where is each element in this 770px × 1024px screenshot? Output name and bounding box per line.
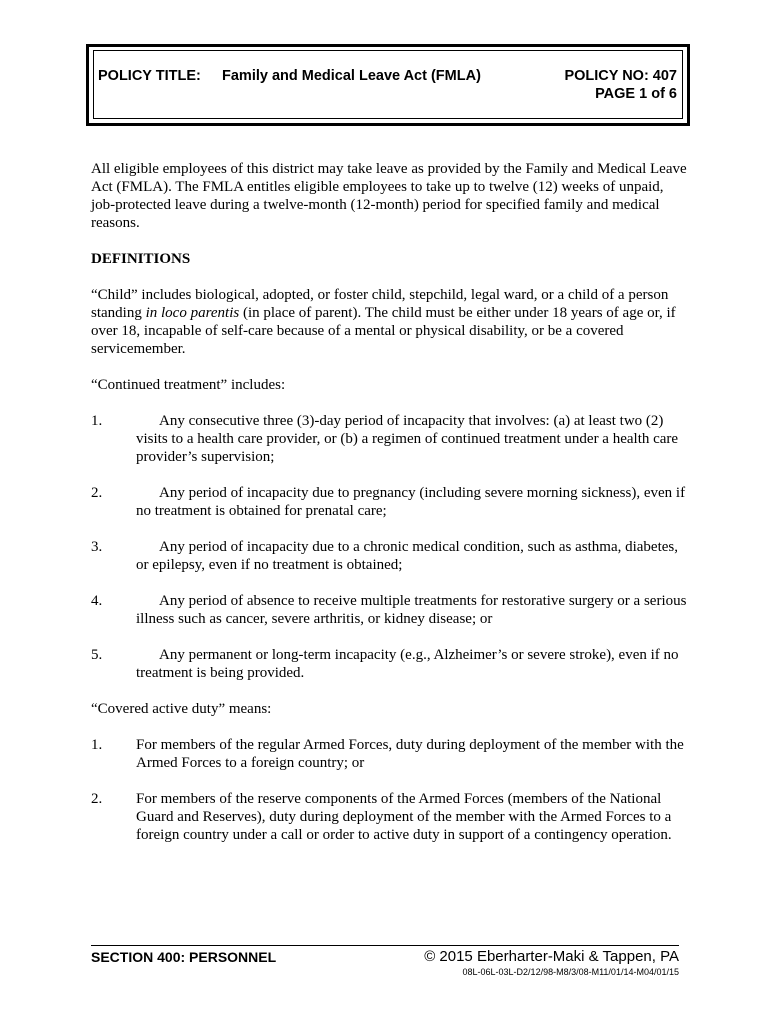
child-definition-text-cont: (in place of parent). The child must be either under 18 years of age or, if over 18, incapable of self-care because of a mental or physical disability, or be a covered servicemember. (91, 305, 676, 357)
policy-title: Family and Medical Leave Act (FMLA) (222, 68, 481, 84)
list-item (91, 484, 691, 520)
footer-section: SECTION 400: PERSONNEL (91, 949, 277, 965)
continued-treatment-intro: “Continued treatment” includes: (91, 377, 286, 393)
list-item (91, 538, 691, 574)
list-item (91, 412, 691, 466)
child-definition (91, 286, 691, 358)
footer-revision-code: 08L-06L-03L-D2/12/98-M8/3/08-M11/01/14-M04/01/15 (462, 967, 679, 977)
list-item-number: 5. (91, 647, 103, 663)
list-item-text: For members of the regular Armed Forces, duty during deployment of the member with the Armed Forces to a foreign country; or (136, 737, 684, 771)
list-item-text: Any consecutive three (3)-day period of incapacity that involves: (a) at least two (2) visits to a health care provider, or (b) a regimen of continued treatment under a health care provider’s supervision; (136, 413, 679, 465)
document-body (91, 160, 691, 862)
footer-divider (91, 945, 679, 946)
list-item-number: 4. (91, 593, 103, 609)
list-item-text: For members of the reserve components of the Armed Forces (members of the National Guard and Reserves), duty during deployment of the member with the Armed Forces to a foreign country under a call or order to active duty in support of a contingency operation. (136, 791, 672, 843)
list-item-text: Any period of absence to receive multiple treatments for restorative surgery or a serious illness such as cancer, severe arthritis, or kidney disease; or (136, 593, 687, 627)
list-item-number: 3. (91, 539, 103, 555)
list-item-number: 2. (91, 485, 103, 501)
covered-active-duty-intro: “Covered active duty” means: (91, 701, 272, 717)
policy-header-box (86, 44, 690, 126)
list-item-text: Any permanent or long-term incapacity (e.g., Alzheimer’s or severe stroke), even if no treatment is being provided. (136, 647, 679, 681)
policy-number: POLICY NO: 407 (564, 68, 677, 84)
intro-paragraph: All eligible employees of this district may take leave as provided by the Family and Medical Leave Act (FMLA). The FMLA entitles eligible employees to take up to twelve (12) weeks of unpaid, job-protected leave during a twelve-month (12-month) period for specified family and medical reasons. (91, 161, 687, 231)
footer-copyright: © 2015 Eberharter-Maki & Tappen, PA (424, 948, 679, 965)
list-item-text: Any period of incapacity due to a chronic medical condition, such as asthma, diabetes, or epilepsy, even if no treatment is obtained; (136, 539, 679, 573)
list-item (91, 790, 691, 844)
list-item (91, 646, 691, 682)
policy-title-label: POLICY TITLE: (98, 68, 201, 84)
list-item (91, 592, 691, 628)
list-item-number: 1. (91, 413, 103, 429)
definitions-heading: DEFINITIONS (91, 251, 191, 267)
list-item-number: 1. (91, 737, 103, 753)
page-number: PAGE 1 of 6 (595, 86, 677, 102)
child-definition-text: “Child” includes biological, adopted, or foster child, stepchild, legal ward, or a child of a person standing (91, 287, 669, 321)
list-item-number: 2. (91, 791, 103, 807)
list-item-text: Any period of incapacity due to pregnancy (including severe morning sickness), even if no treatment is obtained for prenatal care; (136, 485, 686, 519)
list-item (91, 736, 691, 772)
child-definition-italic: in loco parentis (145, 305, 240, 321)
